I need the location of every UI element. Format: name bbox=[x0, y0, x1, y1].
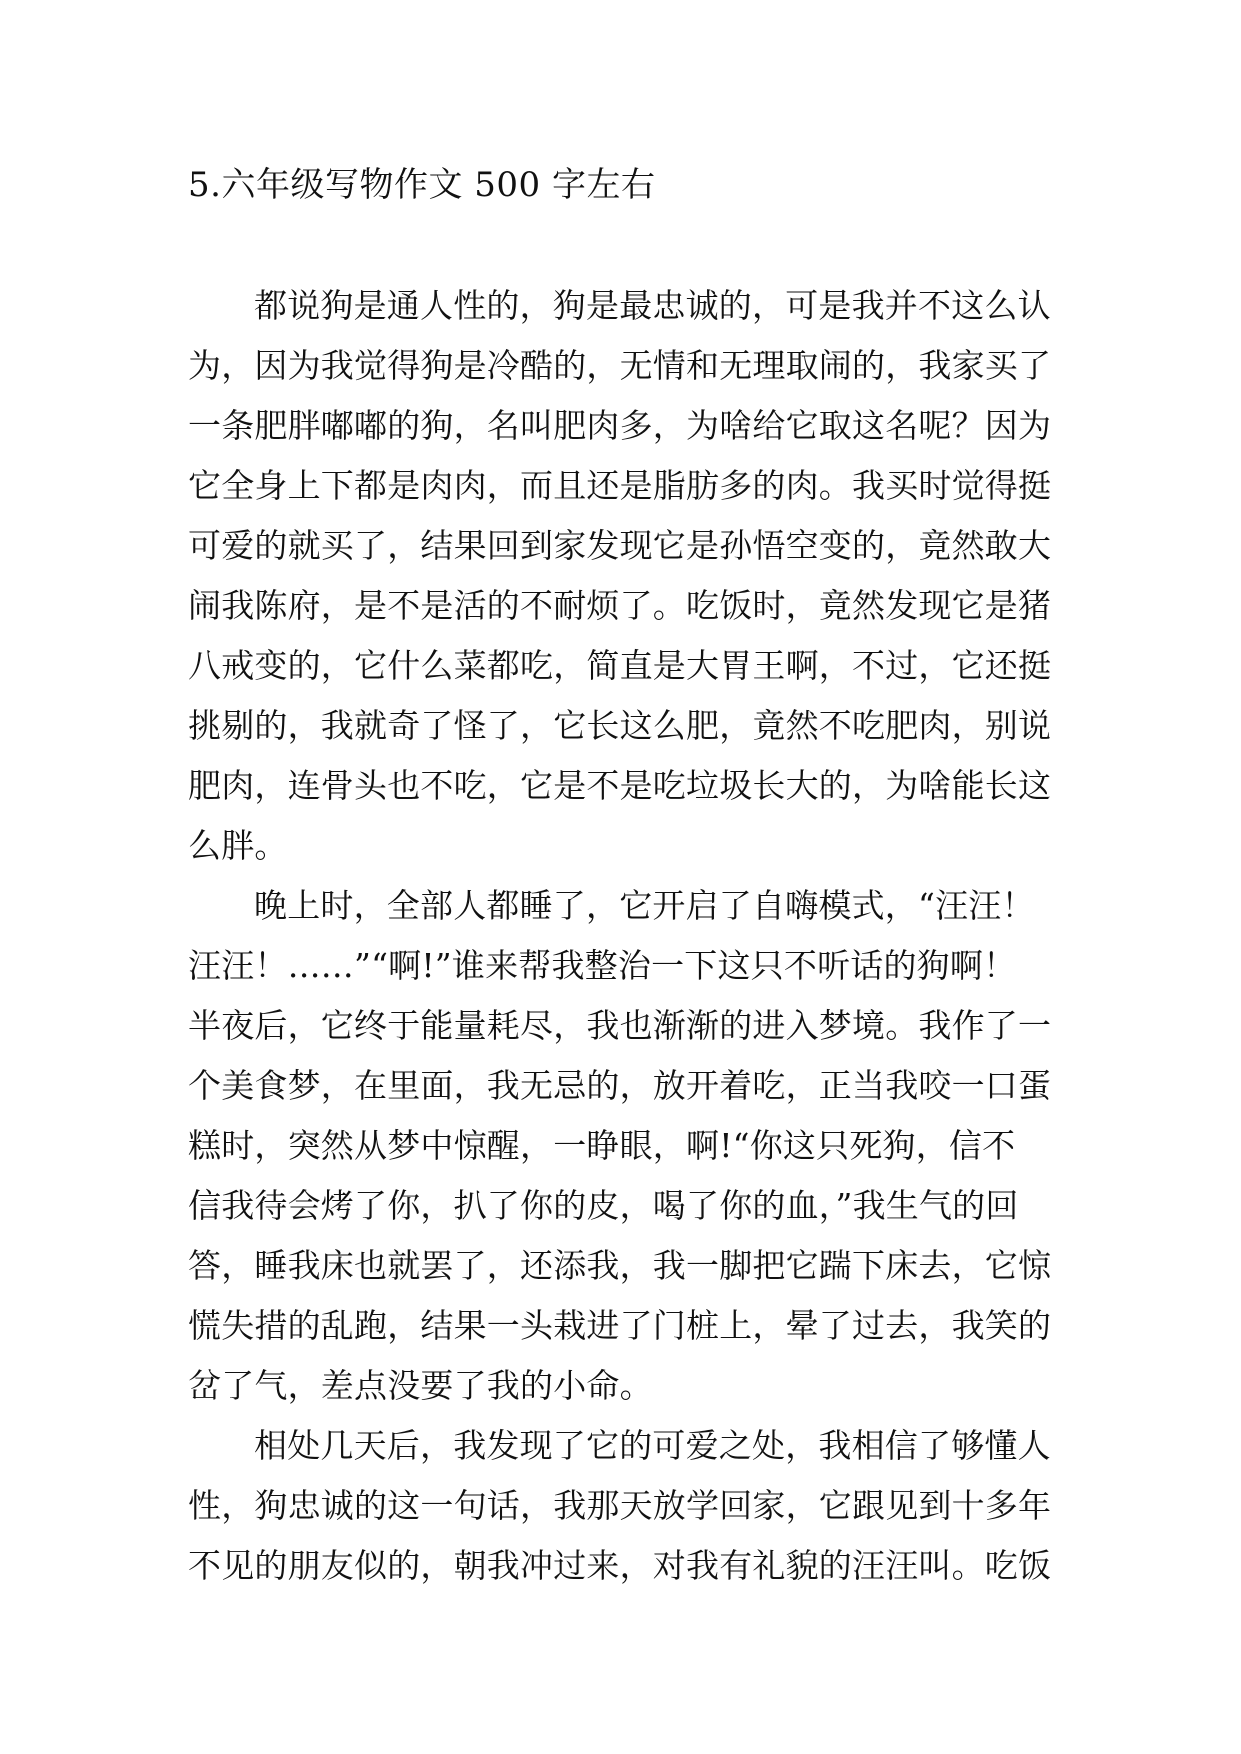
text-line: 相处几天后，我发现了它的可爱之处，我相信了够懂人 bbox=[254, 1426, 1051, 1465]
text-line: 闹我陈府，是不是活的不耐烦了。吃饭时，竟然发现它是猪 bbox=[188, 586, 1052, 625]
text-line: 不见的朋友似的，朝我冲过来，对我有礼貌的汪汪叫。吃饭 bbox=[188, 1546, 1052, 1585]
text-line: 慌失措的乱跑，结果一头栽进了门桩上，晕了过去，我笑的 bbox=[188, 1306, 1052, 1345]
text-line: 答，睡我床也就罢了，还添我，我一脚把它踹下床去，它惊 bbox=[188, 1246, 1052, 1285]
text-line: 肥肉，连骨头也不吃，它是不是吃垃圾长大的，为啥能长这 bbox=[188, 766, 1052, 805]
essay-body bbox=[188, 276, 1054, 1596]
text-line: 它全身上下都是肉肉，而且还是脂肪多的肉。我买时觉得挺 bbox=[188, 466, 1052, 505]
text-line: 个美食梦，在里面，我无忌的，放开着吃，正当我咬一口蛋 bbox=[188, 1066, 1052, 1105]
paragraph-2 bbox=[188, 876, 1054, 1416]
text-line: 八戒变的，它什么菜都吃，简直是大胃王啊，不过，它还挺 bbox=[188, 646, 1052, 685]
text-line: 一条肥胖嘟嘟的狗，名叫肥肉多，为啥给它取这名呢？因为 bbox=[188, 406, 1052, 445]
text-line: 信我待会烤了你，扒了你的皮，喝了你的血，”我生气的回 bbox=[188, 1186, 1019, 1225]
text-line: 糕时，突然从梦中惊醒，一睁眼，啊!“你这只死狗，信不 bbox=[188, 1126, 1016, 1165]
paragraph-3 bbox=[188, 1416, 1054, 1596]
text-line: 为，因为我觉得狗是冷酷的，无情和无理取闹的，我家买了 bbox=[188, 346, 1052, 385]
text-line: 都说狗是通人性的，狗是最忠诚的，可是我并不这么认 bbox=[254, 286, 1051, 325]
essay-title: 5.六年级写物作文 500 字左右 bbox=[188, 165, 656, 205]
text-line: 半夜后，它终于能量耗尽，我也渐渐的进入梦境。我作了一 bbox=[188, 1006, 1052, 1045]
text-line: 晚上时，全部人都睡了，它开启了自嗨模式，“汪汪！ bbox=[254, 886, 1035, 925]
text-line: 挑剔的，我就奇了怪了，它长这么肥，竟然不吃肥肉，别说 bbox=[188, 706, 1052, 745]
text-line: 可爱的就买了，结果回到家发现它是孙悟空变的，竟然敢大 bbox=[188, 526, 1052, 565]
text-line: 性，狗忠诚的这一句话，我那天放学回家，它跟见到十多年 bbox=[188, 1486, 1052, 1525]
text-line: 岔了气，差点没要了我的小命。 bbox=[188, 1366, 653, 1405]
text-line: 汪汪！……”“啊!”谁来帮我整治一下这只不听话的狗啊！ bbox=[188, 946, 1017, 985]
paragraph-1 bbox=[188, 276, 1054, 876]
text-line: 么胖。 bbox=[188, 826, 288, 865]
